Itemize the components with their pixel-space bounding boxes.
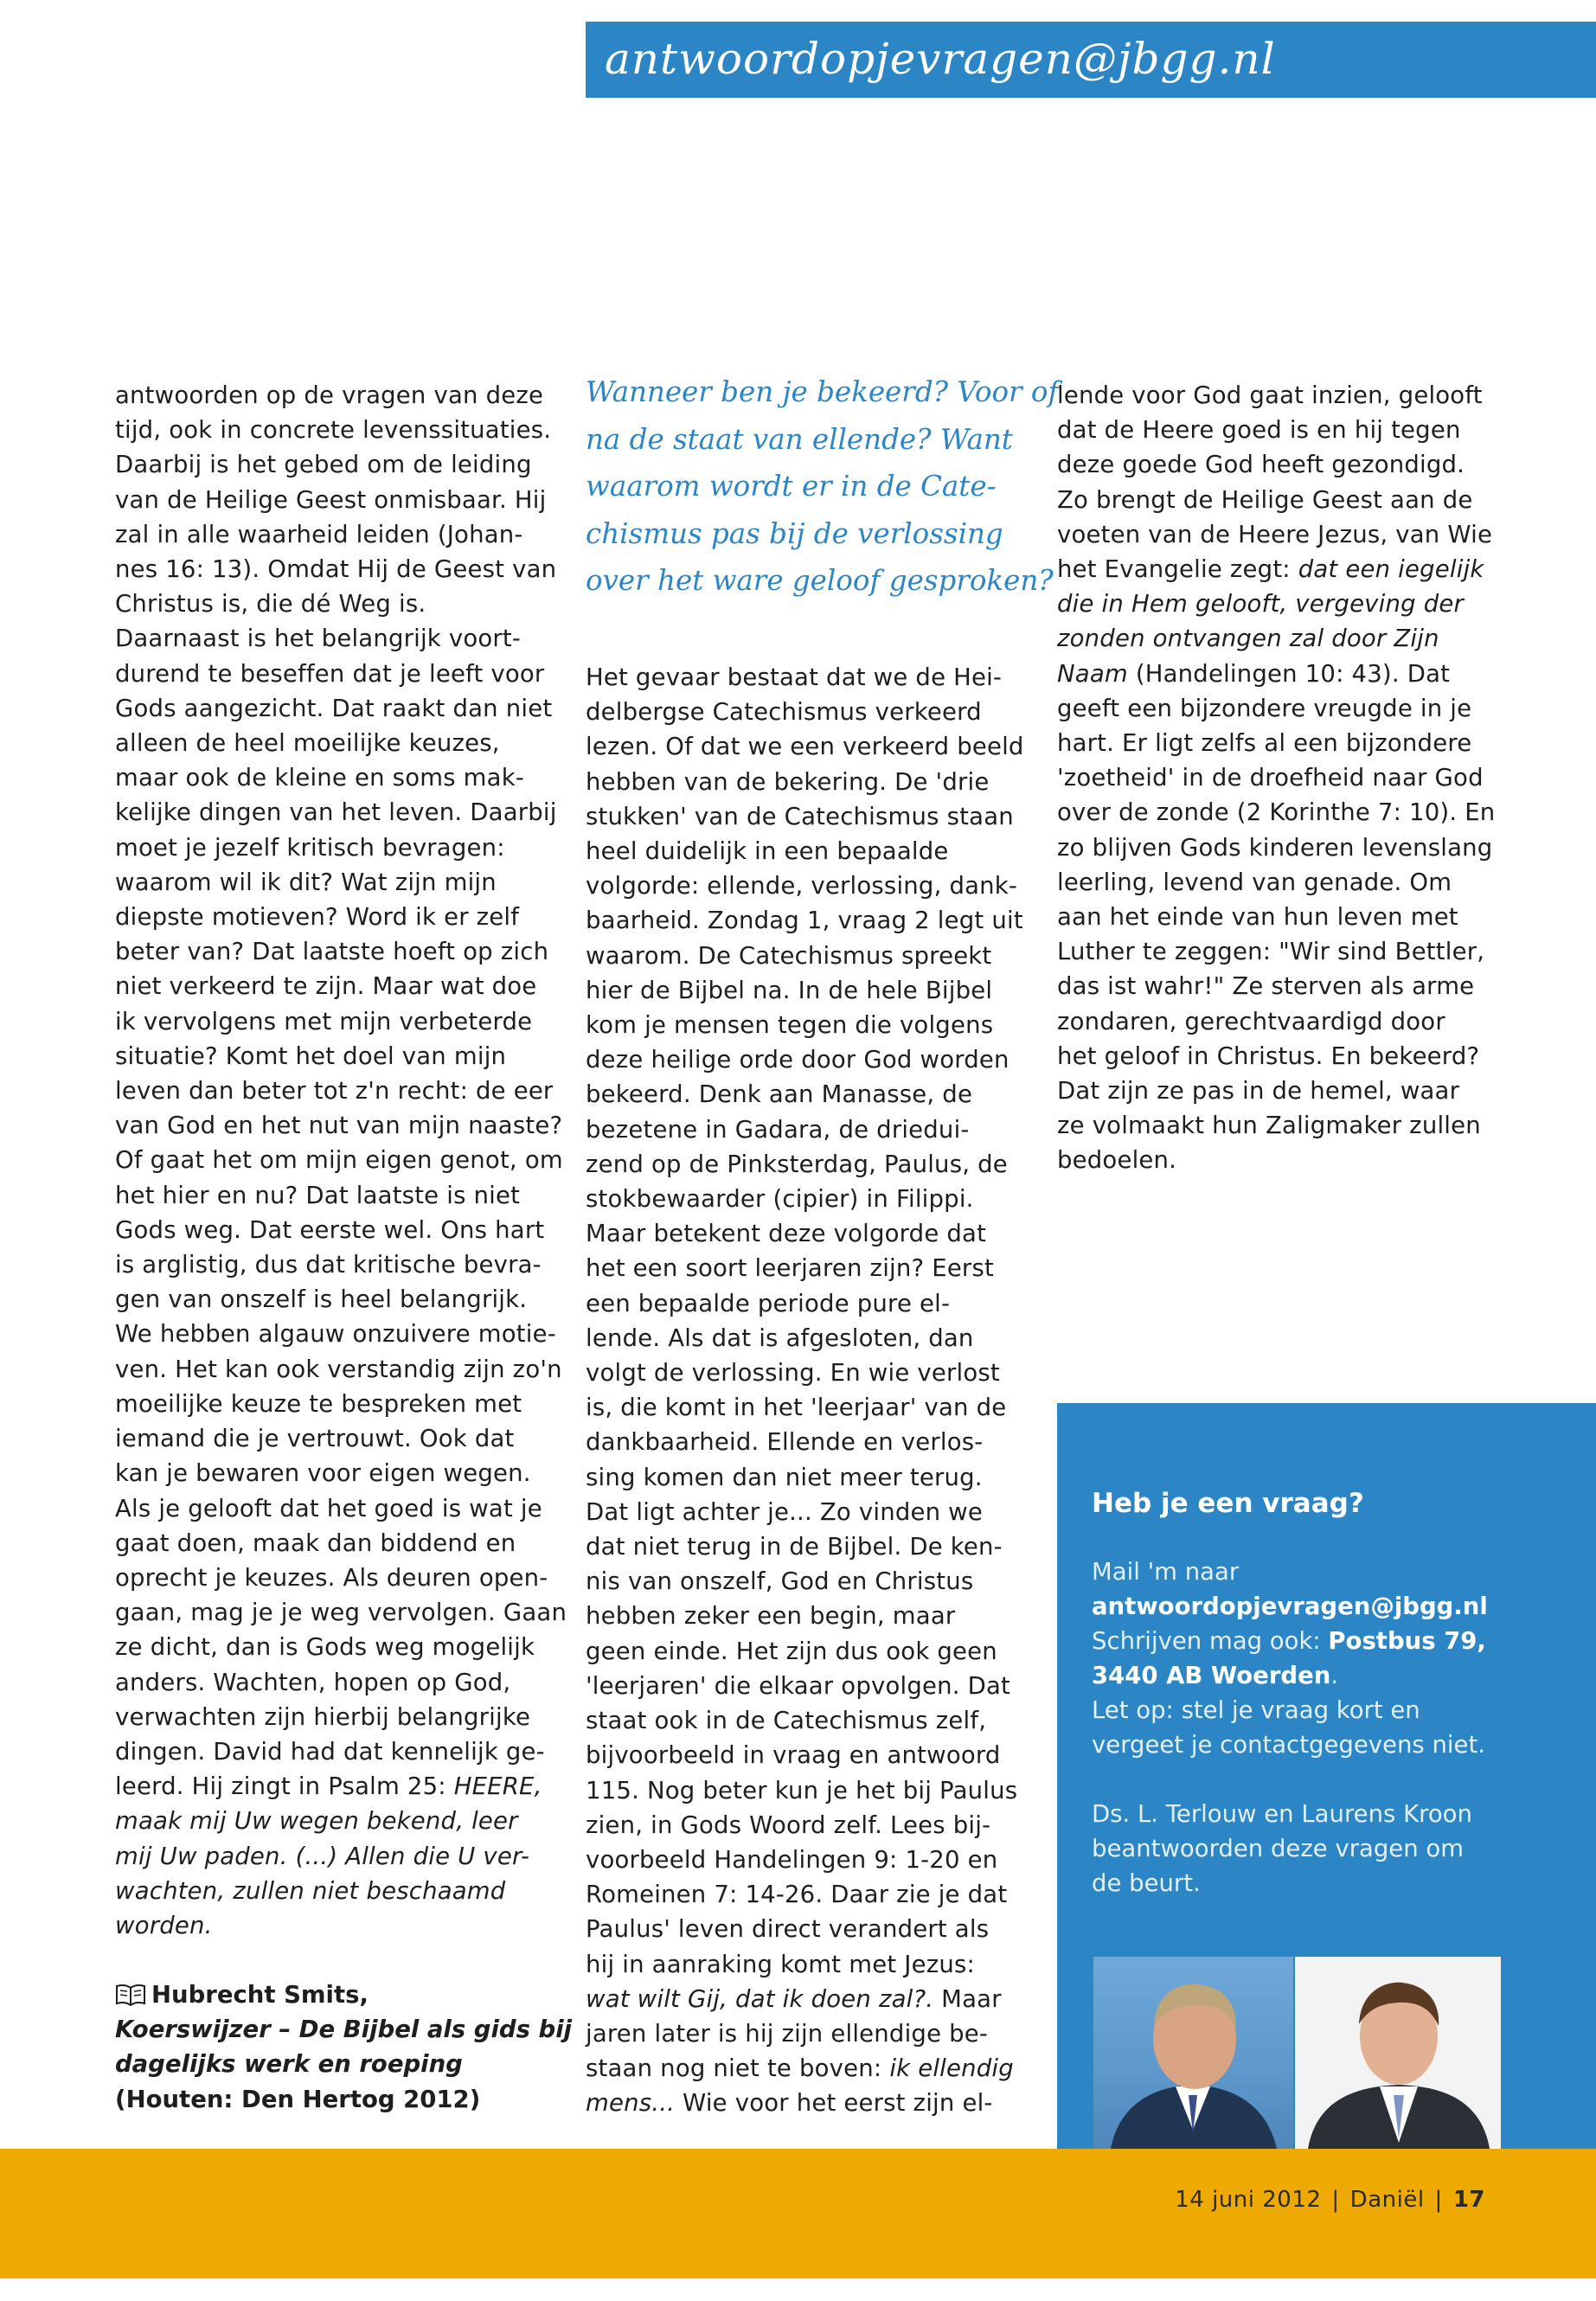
column-3-line: Dat zijn ze pas in de hemel, waar: [1057, 1077, 1460, 1106]
column-2-line: bekeerd. Denk aan Manasse, de: [586, 1080, 973, 1109]
infobox-postcode-line: [1092, 1658, 1488, 1693]
column-1-line: situatie? Komt het doel van mijn: [115, 1042, 507, 1070]
column-2-line: hij in aanraking komt met Jezus:: [586, 1950, 975, 1978]
column-1-line: oprecht je keuzes. Als deuren open-: [115, 1563, 548, 1592]
column-1-line: maar ook de kleine en soms mak-: [115, 764, 524, 792]
intro-line: waarom wordt er in de Cate-: [586, 470, 997, 503]
column-1-line: waarom wil ik dit? Wat zijn mijn: [115, 868, 497, 896]
column-2-line: Het gevaar bestaat dat we de Hei-: [586, 663, 1003, 691]
column-2-line: Maar betekent deze volgorde dat: [586, 1220, 987, 1248]
column-2-line: dankbaarheid. Ellende en verlos-: [586, 1428, 984, 1457]
column-2-line: Romeinen 7: 14-26. Daar zie je dat: [586, 1881, 1008, 1909]
column-1-quote-line: maak mij Uw wegen bekend, leer: [115, 1807, 518, 1836]
intro-line: Wanneer ben je bekeerd? Voor of: [586, 375, 1059, 408]
column-1-line: alleen de heel moeilijke keuzes,: [115, 729, 500, 758]
column-3-line: das ist wahr!" Ze sterven als arme: [1057, 972, 1475, 1001]
column-3-line: hart. Er ligt zelfs al een bijzondere: [1057, 729, 1472, 758]
column-3-line: [1057, 552, 1494, 586]
column-1-line: kan je bewaren voor eigen wegen.: [115, 1459, 531, 1488]
separator: |: [1434, 2187, 1443, 2213]
column-2-line: nis van onszelf, God en Christus: [586, 1567, 974, 1596]
column-1-line: niet verkeerd te zijn. Maar wat doe: [115, 972, 537, 1001]
portrait-illustration: [1093, 1957, 1293, 2149]
column-2-line: lende. Als dat is afgesloten, dan: [586, 1324, 974, 1352]
column-1-line: kelijke dingen van het leven. Daarbij: [115, 798, 557, 827]
quote-inline: HEERE,: [453, 1772, 542, 1801]
column-3-lines-c: [1057, 691, 1494, 1178]
column-1-line: is arglistig, dus dat kritische bevra-: [115, 1251, 542, 1279]
infobox-note-2: vergeet je contactgegevens niet.: [1092, 1731, 1485, 1759]
reference-title-2: dagelijks werk en roeping: [115, 2050, 463, 2079]
portrait-illustration: [1295, 1957, 1501, 2149]
column-2-line: Paulus' leven direct verandert als: [586, 1915, 990, 1944]
question-infobox: [1057, 1403, 1596, 2149]
column-3-line: zondaren, gerechtvaardigd door: [1057, 1007, 1445, 1035]
column-2-line: [586, 2051, 1024, 2086]
column-1-line: dingen. David had dat kennelijk ge-: [115, 1737, 545, 1766]
infobox-body: [1092, 1554, 1488, 1900]
footer-meta: [1175, 2187, 1485, 2213]
write-label: Schrijven mag ook:: [1092, 1627, 1329, 1655]
column-1-line: Daarnaast is het belangrijk voort-: [115, 625, 522, 653]
column-1-line: ik vervolgens met mijn verbeterde: [115, 1007, 533, 1035]
column-1-line: [115, 1769, 548, 1804]
column-3-line: [1057, 657, 1494, 691]
infobox-credits-1: Ds. L. Terlouw en Laurens Kroon: [1092, 1800, 1472, 1828]
intro-line: chismus pas bij de verlossing: [586, 516, 1003, 550]
intro-line: na de staat van ellende? Want: [586, 422, 1013, 456]
column-1-line: moeilijke keuze te bespreken met: [115, 1389, 522, 1418]
column-3-line: geeft een bijzondere vreugde in je: [1057, 694, 1472, 722]
column-3-line: Zo brengt de Heilige Geest aan de: [1057, 485, 1473, 514]
column-1-line: diepste motieven? Word ik er zelf: [115, 903, 520, 932]
column-2-line: delbergse Catechismus verkeerd: [586, 698, 982, 727]
column-1-line: verwachten zijn hierbij belangrijke: [115, 1702, 531, 1731]
column-2-line: dat niet terug in de Bijbel. De ken-: [586, 1533, 1003, 1561]
column-3-line: zonden ontvangen zal door Zijn: [1057, 625, 1439, 653]
portrait-photo-terlouw: [1093, 1957, 1293, 2149]
column-1-line: ven. Het kan ook verstandig zijn zo'n: [115, 1355, 562, 1383]
column-2-body: [586, 660, 1024, 2121]
column-3-line: 'zoetheid' in de droefheid naar God: [1057, 764, 1484, 792]
column-1-line: moet je jezelf kritisch bevragen:: [115, 833, 505, 862]
reference-publisher: (Houten: Den Hertog 2012): [115, 2085, 481, 2113]
text-inline: Maar: [933, 1984, 1002, 2013]
column-3-line: lende voor God gaat inzien, gelooft: [1057, 381, 1483, 409]
page-number: 17: [1452, 2187, 1485, 2213]
column-1: [115, 378, 567, 1943]
column-2-line: 115. Nog beter kun je het bij Paulus: [586, 1776, 1018, 1804]
column-2-line: een bepaalde periode pure el-: [586, 1289, 951, 1317]
column-2-line: voorbeeld Handelingen 9: 1-20 en: [586, 1845, 998, 1874]
spacer: [1092, 1762, 1488, 1797]
postcode-dot: .: [1330, 1662, 1339, 1689]
column-1-line: het hier en nu? Dat laatste is niet: [115, 1181, 521, 1209]
column-2-line: heel duidelijk in een bepaalde: [586, 837, 949, 866]
separator: |: [1331, 2187, 1340, 2213]
text-inline: staan nog niet te boven:: [586, 2054, 890, 2083]
infobox-title: Heb je een vraag?: [1092, 1488, 1364, 1519]
column-3-line: die in Hem gelooft, vergeving der: [1057, 590, 1465, 619]
column-2-line: deze heilige orde door God worden: [586, 1046, 1010, 1074]
intro-question: [586, 369, 1059, 605]
column-1-line: ze dicht, dan is Gods weg mogelijk: [115, 1633, 535, 1662]
column-2-line: [586, 1982, 1024, 2016]
banner-email-text: antwoordopjevragen@jbgg.nl: [605, 34, 1276, 84]
column-2-line: volgorde: ellende, verlossing, dank-: [586, 872, 1018, 901]
reference-author: Hubrecht Smits,: [151, 1981, 369, 2009]
column-2-line: kom je mensen tegen die volgens: [586, 1011, 994, 1040]
column-2-line: baarheid. Zondag 1, vraag 2 legt uit: [586, 907, 1023, 935]
column-1-line: tijd, ook in concrete levenssituaties.: [115, 416, 552, 445]
text-inline: Wie voor het eerst zijn el-: [675, 2089, 993, 2118]
column-1-line: gaan, mag je je weg vervolgen. Gaan: [115, 1599, 567, 1627]
column-3: [1057, 378, 1494, 1178]
text-inline: (Handelingen 10: 43). Dat: [1127, 659, 1451, 688]
column-3-line: deze goede God heeft gezondigd.: [1057, 451, 1465, 479]
column-2-line: staat ook in de Catechismus zelf,: [586, 1707, 987, 1735]
column-1-line: antwoorden op de vragen van deze: [115, 381, 544, 409]
postbus: Postbus 79,: [1328, 1627, 1486, 1655]
quote-inline: Naam: [1057, 659, 1128, 688]
infobox-email-link[interactable]: antwoordopjevragen@jbgg.nl: [1092, 1593, 1488, 1620]
column-2-lines: [586, 660, 1024, 1982]
column-3-line: aan het einde van hun leven met: [1057, 903, 1458, 932]
portrait-photo-kroon: [1295, 1957, 1501, 2149]
column-1-line: van God en het nut van mijn naaste?: [115, 1112, 563, 1140]
column-3-line: bedoelen.: [1057, 1146, 1177, 1175]
magazine-name: Daniël: [1349, 2187, 1425, 2213]
infobox-note-1: Let op: stel je vraag kort en: [1092, 1696, 1420, 1724]
column-1-line: durend te beseffen dat je leeft voor: [115, 659, 545, 688]
text-inline: het Evangelie zegt:: [1057, 555, 1298, 584]
quote-inline: dat een iegelijk: [1298, 555, 1484, 584]
text-inline: leerd. Hij zingt in Psalm 25:: [115, 1772, 454, 1801]
column-3-line: ze volmaakt hun Zaligmaker zullen: [1057, 1112, 1481, 1140]
column-1-line: Gods weg. Dat eerste wel. Ons hart: [115, 1215, 545, 1244]
column-1-line: zal in alle waarheid leiden (Johan-: [115, 520, 523, 548]
column-2-line: 'leerjaren' die elkaar opvolgen. Dat: [586, 1671, 1011, 1700]
column-2-line: bezetene in Gadara, de drieduі-: [586, 1115, 970, 1144]
column-1-line: Als je gelooft dat het goed is wat je: [115, 1494, 542, 1522]
column-3-line: over de zonde (2 Korinthe 7: 10). En: [1057, 798, 1496, 827]
email-banner: [586, 22, 1596, 98]
column-3-line: voeten van de Heere Jezus, van Wie: [1057, 520, 1493, 548]
column-2-line: zend op de Pinksterdag, Paulus, de: [586, 1150, 1008, 1178]
column-2-line: hebben van de bekering. De 'drie: [586, 767, 990, 796]
issue-date: 14 juni 2012: [1175, 2187, 1322, 2213]
column-1-line: gaat doen, maak dan biddend en: [115, 1529, 516, 1557]
column-2-line: volgt de verlossing. En wie verlost: [586, 1359, 1000, 1388]
column-1-line: Daarbij is het gebed om de leiding: [115, 451, 532, 479]
column-2-line: stokbewaarder (cipier) in Filippi.: [586, 1185, 974, 1214]
column-2-line: is, die komt in het 'leerjaar' van de: [586, 1394, 1007, 1422]
column-1-line: iemand die je vertrouwt. Ook dat: [115, 1425, 515, 1453]
column-2-line: stukken' van de Catechismus staan: [586, 802, 1014, 830]
quote-inline: mens...: [586, 2089, 676, 2118]
column-2-line: geen einde. Het zijn dus ook geen: [586, 1637, 997, 1665]
book-reference: [115, 1977, 573, 2117]
column-2-line: hier de Bijbel na. In de hele Bijbel: [586, 976, 993, 1004]
column-3-line: leerling, levend van genade. Om: [1057, 868, 1452, 896]
reference-author-line: [115, 1977, 565, 2012]
postcode: 3440 AB Woerden: [1092, 1662, 1331, 1689]
column-2-line: Dat ligt achter je... Zo vinden we: [586, 1497, 983, 1526]
column-1-line: Of gaat het om mijn eigen genot, om: [115, 1146, 563, 1175]
column-2-line: hebben zeker een begin, maar: [586, 1602, 956, 1631]
column-2-line: bijvoorbeeld in vraag en antwoord: [586, 1741, 1001, 1770]
reference-title-1: Koerswijzer – De Bijbel als gids bij: [115, 2016, 573, 2044]
infobox-write-line: [1092, 1624, 1488, 1658]
column-2-line: het een soort leerjaren zijn? Eerst: [586, 1254, 994, 1283]
quote-inline: ik ellendig: [889, 2054, 1014, 2083]
column-1-line: gen van onszelf is heel belangrijk.: [115, 1285, 528, 1314]
infobox-credits-3: de beurt.: [1092, 1869, 1201, 1897]
column-3-line: zo blijven Gods kinderen levenslang: [1057, 833, 1493, 862]
infobox-credits-2: beantwoorden deze vragen om: [1092, 1835, 1465, 1862]
column-3-line: dat de Heere goed is en hij tegen: [1057, 416, 1461, 445]
column-2-line: zien, in Gods Woord zelf. Lees bij-: [586, 1811, 991, 1839]
column-1-line: beter van? Dat laatste hoeft op zich: [115, 938, 549, 966]
column-1-line: Gods aangezicht. Dat raakt dan niet: [115, 694, 553, 722]
quote-inline: wat wilt Gij, dat ik doen zal?.: [586, 1984, 934, 2013]
column-1-quote-line: mij Uw paden. (...) Allen die U ver-: [115, 1842, 530, 1870]
column-1-quote-line: worden.: [115, 1911, 213, 1939]
column-1-line: leven dan beter tot z'n recht: de eer: [115, 1077, 554, 1106]
column-1-line: anders. Wachten, hopen op God,: [115, 1668, 511, 1696]
column-3-lines-a: [1057, 378, 1494, 552]
column-2-line: waarom. De Catechismus spreekt: [586, 941, 992, 970]
column-1-line: van de Heilige Geest onmisbaar. Hij: [115, 485, 547, 514]
column-1-lines: [115, 378, 567, 1943]
column-2-line: jaren later is hij zijn ellendige be-: [586, 2019, 989, 2048]
page-footer: [0, 2149, 1596, 2279]
column-1-quote-line: wachten, zullen niet beschaamd: [115, 1876, 506, 1905]
column-1-line: nes 16: 13). Omdat Hij de Geest van: [115, 555, 557, 584]
column-2-line: [586, 2086, 1024, 2120]
column-3-line: Luther te zeggen: "Wir sind Bettler,: [1057, 938, 1485, 966]
column-3-line: het geloof in Christus. En bekeerd?: [1057, 1042, 1480, 1070]
book-icon: [115, 1984, 146, 2006]
intro-line: over het ware geloof gesproken?: [586, 564, 1054, 597]
column-2-line: lezen. Of dat we een verkeerd beeld: [586, 733, 1024, 761]
infobox-mail-label: Mail 'm naar: [1092, 1558, 1240, 1586]
column-2-line: sing komen dan niet meer terug.: [586, 1463, 983, 1491]
column-1-line: We hebben algauw onzuivere motie-: [115, 1320, 556, 1349]
column-1-line: Christus is, die dé Weg is.: [115, 590, 426, 619]
